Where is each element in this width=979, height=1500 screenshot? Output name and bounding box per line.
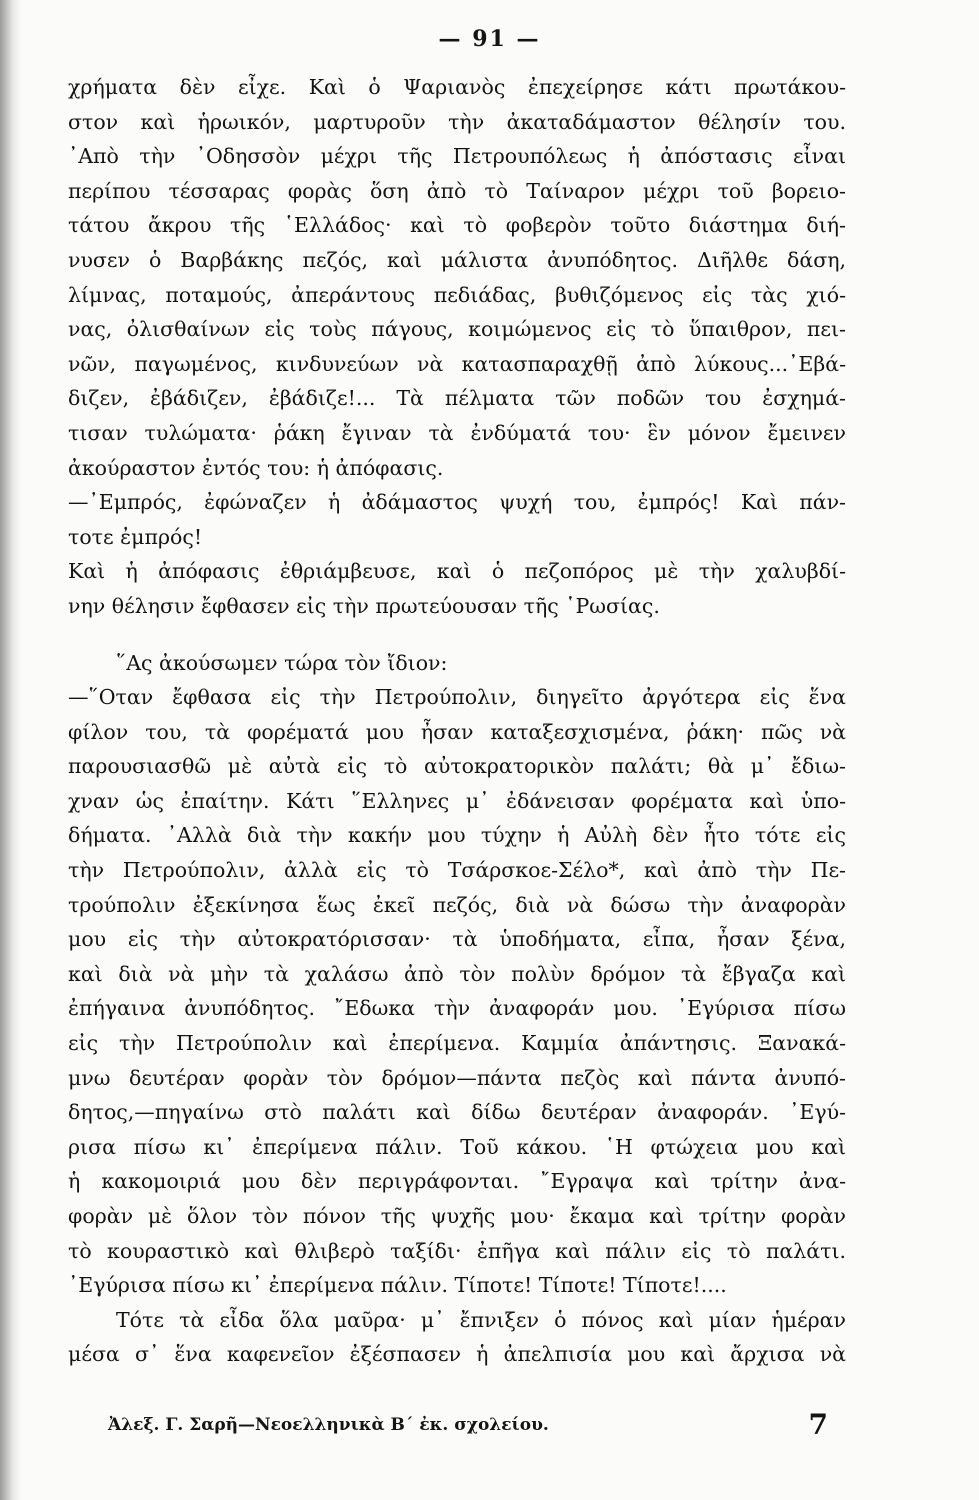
text-line: τὸ κουραστικὸ καὶ θλιβερὸ ταξίδι· ἐπῆγα καὶ πάλιν εἰς τὸ παλάτι.: [68, 1238, 846, 1263]
signature-text: Ἀλεξ. Γ. Σαρῆ—Νεοελληνικὰ Β´ ἐκ. σχολείου.: [108, 1414, 549, 1435]
text-line: Τότε τὰ εἶδα ὅλα μαῦρα· μ᾽ ἔπνιξεν ὁ πόνος καὶ μίαν ἡμέραν: [116, 1307, 846, 1332]
text-line: δήματα. ᾽Αλλὰ διὰ τὴν κακήν μου τύχην ἡ Αὐλὴ δὲν ἦτο τότε εἰς: [68, 823, 846, 848]
text-line: λίμνας, ποταμούς, ἀπεράντους πεδιάδας, βυθιζόμενος εἰς τὰς χιό-: [68, 282, 846, 307]
text-line: ᾽Απὸ τὴν ᾽Οδησσὸν μέχρι τῆς Πετρουπόλεως ἡ ἀπόστασις εἶναι: [68, 144, 846, 169]
text-line: καὶ διὰ νὰ μὴν τὰ χαλάσω ἀπὸ τὸν πολὺν δρόμον τὰ ἔβγαζα καὶ: [68, 961, 846, 986]
text-line: ἀκούραστον ἐντός του: ἡ ἀπόφασις.: [68, 455, 444, 480]
text-line: εἰς τὴν Πετρούπολιν καὶ ἐπερίμενα. Καμμία ἀπάντησις. Ξανακά-: [68, 1031, 846, 1056]
page-number: — 91 —: [438, 26, 541, 52]
signature-line: [108, 1408, 848, 1441]
text-line: τὴν Πετρούπολιν, ἀλλὰ εἰς τὸ Τσάρσκοε-Σέλο*, καὶ ἀπὸ τὴν Πε-: [68, 858, 846, 883]
text-line: στον καὶ ἡρωικόν, μαρτυροῦν τὴν ἀκαταδάμαστον θέλησίν του.: [68, 109, 846, 134]
text-line: —῞Οταν ἔφθασα εἰς τὴν Πετρούπολιν, διηγεῖτο ἀργότερα εἰς ἕνα: [68, 685, 846, 710]
text-line: τοτε ἐμπρός!: [68, 524, 203, 549]
text-line: νῶν, παγωμένος, κινδυνεύων νὰ κατασπαραχθῇ ἀπὸ λύκους...᾽Εβά-: [68, 351, 846, 376]
text-line: δητος,—πηγαίνω στὸ παλάτι καὶ δίδω δευτέραν ἀναφοράν. ᾽Εγύ-: [68, 1100, 846, 1125]
text-line: νυσεν ὁ Βαρβάκης πεζός, καὶ μάλιστα ἀνυπόδητος. Διῆλθε δάση,: [68, 247, 846, 272]
signature-mark: 7: [808, 1408, 828, 1441]
text-line: νας, ὀλισθαίνων εἰς τοὺς πάγους, κοιμώμενος εἰς τὸ ὕπαιθρον, πει-: [68, 317, 846, 342]
text-line: τρούπολιν ἐξεκίνησα ἕως ἐκεῖ πεζός, διὰ νὰ δώσω τὴν ἀναφορὰν: [68, 892, 846, 917]
text-line: ᾽Εγύρισα πίσω κι᾽ ἐπερίμενα πάλιν. Τίποτε! Τίποτε! Τίποτε!....: [68, 1273, 727, 1298]
text-line: ἐπήγαινα ἀνυπόδητος. ῎Εδωκα τὴν ἀναφοράν μου. ᾽Εγύρισα πίσω: [68, 996, 846, 1021]
text-line: μέσα σ᾽ ἕνα καφενεῖον ἐξέσπασεν ἡ ἀπελπισία μου καὶ ἄρχισα νὰ: [68, 1342, 846, 1367]
text-line: ἡ κακομοιριά μου δὲν περιγράφονται. ῎Εγραψα καὶ τρίτην ἀνα-: [68, 1169, 846, 1194]
text-line: νην θέλησιν ἔφθασεν εἰς τὴν πρωτεύουσαν τῆς ῾Ρωσίας.: [68, 593, 660, 618]
text-line: περίπου τέσσαρας φορὰς ὅση ἀπὸ τὸ Ταίναρον μέχρι τοῦ βορειο-: [68, 178, 846, 203]
text-line: χρήματα δὲν εἶχε. Καὶ ὁ Ψαριανὸς ἐπεχείρησε κάτι πρωτάκου-: [68, 75, 846, 99]
body-text: [68, 70, 846, 1372]
text-line: τάτου ἄκρου τῆς ῾Ελλάδος· καὶ τὸ φοβερὸν τοῦτο διάστημα διή-: [68, 213, 846, 238]
text-line: ρισα πίσω κι᾽ ἐπερίμενα πάλιν. Τοῦ κάκου. ῾Η φτώχεια μου καὶ: [68, 1134, 846, 1159]
text-line: χναν ὡς ἐπαίτην. Κάτι ῞Ελληνες μ᾽ ἐδάνεισαν φορέματα καὶ ὑπο-: [68, 788, 846, 813]
text-line: ῞Ας ἀκούσωμεν τώρα τὸν ἴδιον:: [116, 650, 448, 675]
text-line: φίλον του, τὰ φορέματά μου ἦσαν καταξεσχισμένα, ῥάκη· πῶς νὰ: [68, 719, 846, 744]
text-line: παρουσιασθῶ μὲ αὐτὰ εἰς τὸ αὐτοκρατορικὸν παλάτι; θὰ μ᾽ ἔδιω-: [68, 754, 846, 779]
text-line: μου εἰς τὴν αὐτοκρατόρισσαν· τὰ ὑποδήματα, εἶπα, ἦσαν ξένα,: [68, 927, 846, 952]
text-line: διζεν, ἐβάδιζεν, ἐβάδιζε!... Τὰ πέλματα τῶν ποδῶν του ἐσχημά-: [68, 386, 846, 411]
scan-shadow-edge: [0, 0, 22, 1500]
text-line: τισαν τυλώματα· ῥάκη ἔγιναν τὰ ἐνδύματά του· ἓν μόνον ἔμεινεν: [68, 420, 846, 445]
text-line: φορὰν μὲ ὅλον τὸν πόνον τῆς ψυχῆς μου· ἔκαμα καὶ τρίτην φορὰν: [68, 1204, 846, 1228]
text-line: μνω δευτέραν φορὰν τὸν δρόμον—πάντα πεζὸς καὶ πάντα ἀνυπό-: [68, 1065, 846, 1090]
text-line: Καὶ ἡ ἀπόφασις ἐθριάμβευσε, καὶ ὁ πεζοπόρος μὲ τὴν χαλυβδί-: [68, 559, 846, 584]
text-line: —᾽Εμπρός, ἐφώναζεν ἡ ἀδάμαστος ψυχή του, ἐμπρός! Καὶ πάν-: [68, 490, 846, 515]
